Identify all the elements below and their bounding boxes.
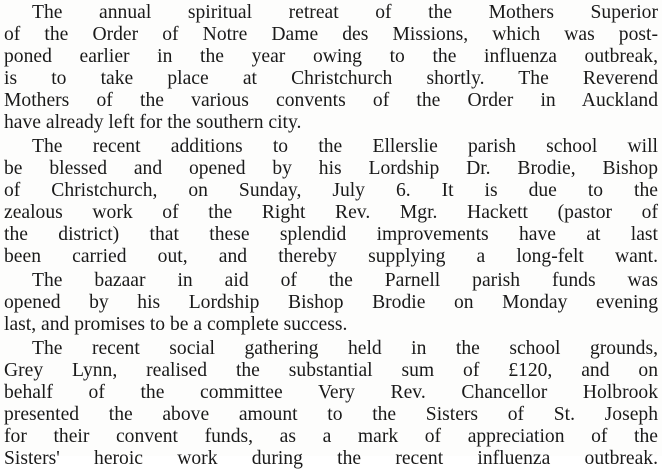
text-line: Grey Lynn, realised the substantial sum of £120, and on	[4, 360, 658, 381]
text-line: is to take place at Christchurch shortly. The Reverend	[4, 68, 658, 89]
text-line: The annual spiritual retreat of the Mothers Superior	[32, 2, 658, 23]
paragraph-ellerslie-school	[4, 136, 662, 268]
text-line: zealous work of the Right Rev. Mgr. Hackett (pastor of	[4, 202, 658, 223]
text-line: presented the above amount to the Sisters of St. Joseph	[4, 404, 658, 425]
text-line: The recent social gathering held in the school grounds,	[32, 338, 658, 359]
text-line: be blessed and opened by his Lordship Dr. Brodie, Bishop	[4, 158, 658, 179]
text-line: behalf of the committee Very Rev. Chancellor Holbrook	[4, 382, 658, 403]
text-line: of the Order of Notre Dame des Missions, which was post-	[4, 24, 658, 45]
text-line: have already left for the southern city.	[4, 112, 302, 133]
text-line: The bazaar in aid of the Parnell parish funds was	[32, 270, 658, 291]
paragraph-parnell-bazaar	[4, 270, 662, 336]
text-line: been carried out, and thereby supplying a long-felt want.	[4, 246, 658, 267]
paragraph-grey-lynn-gathering	[4, 338, 662, 470]
text-line: The recent additions to the Ellerslie parish school will	[32, 136, 658, 157]
text-line: last, and promises to be a complete success.	[4, 314, 348, 335]
text-line: poned earlier in the year owing to the influenza outbreak,	[4, 46, 658, 67]
text-line: for their convent funds, as a mark of appreciation of the	[4, 426, 658, 447]
text-line: the district) that these splendid improvements have at last	[4, 224, 658, 245]
text-line: Mothers of the various convents of the Order in Auckland	[4, 90, 658, 111]
text-line: of Christchurch, on Sunday, July 6. It is due to the	[4, 180, 658, 201]
paragraph-retreat	[4, 2, 662, 134]
text-line: opened by his Lordship Bishop Brodie on Monday evening	[4, 292, 658, 313]
text-line: Sisters' heroic work during the recent influenza outbreak.	[4, 448, 658, 469]
